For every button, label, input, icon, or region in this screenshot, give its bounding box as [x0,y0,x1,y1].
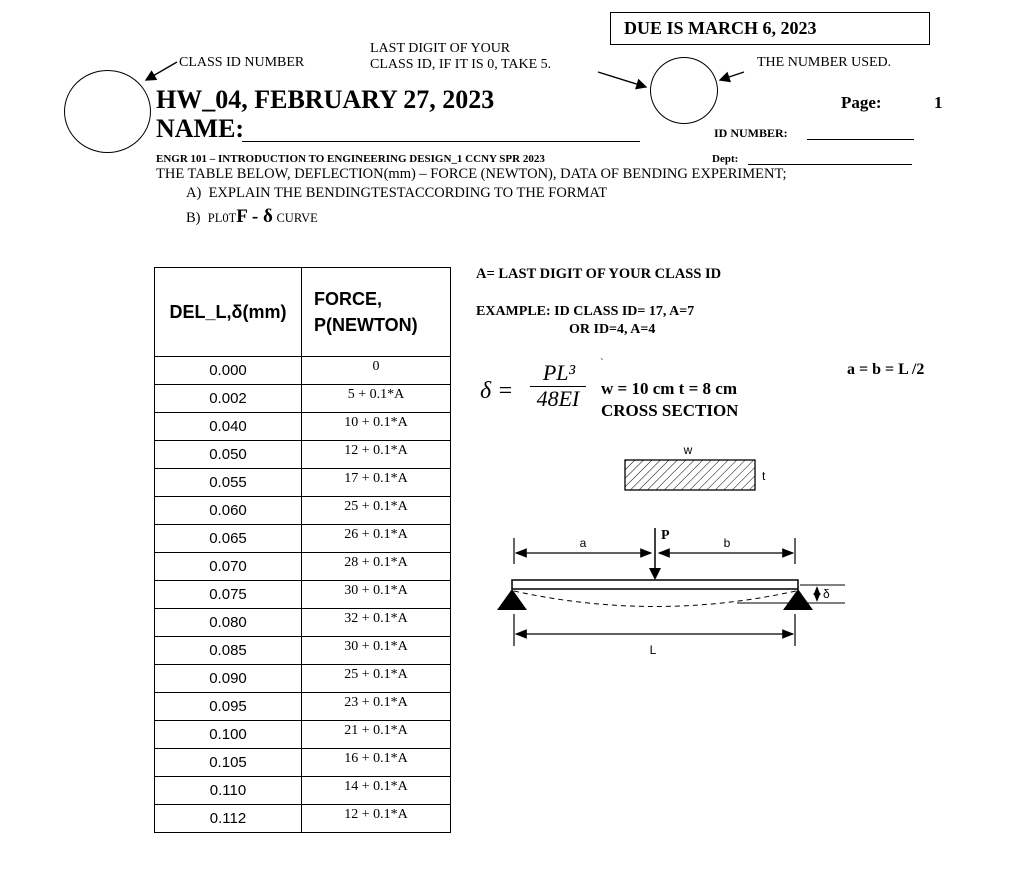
deflection-cell: 0.080 [155,609,302,637]
course-line: ENGR 101 – INTRODUCTION TO ENGINEERING DESIGN_1 CCNY SPR 2023 [156,153,545,165]
deflection-cell: 0.060 [155,497,302,525]
load-arrowhead [649,568,661,580]
number-used-label: THE NUMBER USED. [757,55,892,70]
last-digit-line2: CLASS ID, IF IT IS 0, TAKE 5. [370,57,552,72]
force-cell: 5 + 0.1*A [302,385,451,413]
page-label: Page: [841,93,882,112]
force-cell: 25 + 0.1*A [302,665,451,693]
force-cell: 30 + 0.1*A [302,637,451,665]
example-line2: OR ID=4, A=4 [569,322,656,337]
t-label: t [762,469,766,483]
deflection-cell: 0.112 [155,805,302,833]
force-cell: 21 + 0.1*A [302,721,451,749]
header-force-line2: P(NEWTON) [314,315,418,335]
deflection-cell: 0.055 [155,469,302,497]
force-cell: 16 + 0.1*A [302,749,451,777]
last-digit-line1: LAST DIGIT OF YOUR [370,41,511,56]
cross-section-label: CROSS SECTION [601,401,739,420]
b-label: b [723,536,731,550]
assignment-title: HW_04, FEBRUARY 27, 2023 [156,85,495,114]
deflection-cell: 0.040 [155,413,302,441]
deflection-cell: 0.110 [155,777,302,805]
a-label: a [579,536,587,550]
deflection-cell: 0.090 [155,665,302,693]
beam [512,580,798,589]
header-deflection: DEL_L,δ(mm) [155,268,302,357]
force-cell: 10 + 0.1*A [302,413,451,441]
right-support [783,589,813,610]
instructions-intro: THE TABLE BELOW, DEFLECTION(mm) – FORCE (NEWTON), DATA OF BENDING EXPERIMENT; [156,166,787,182]
instruction-a-marker: A) [186,185,202,201]
dept-label: Dept: [712,153,739,165]
force-cell: 12 + 0.1*A [302,805,451,833]
page-number: 1 [934,93,943,112]
cross-section-rect [625,460,755,490]
deflection-cell: 0.105 [155,749,302,777]
deflection-cell: 0.065 [155,525,302,553]
deflected-shape [514,591,796,607]
cross-section-dims: w = 10 cm t = 8 cm [601,379,737,398]
left-support [497,589,527,610]
deflection-cell: 0.000 [155,357,302,385]
deflection-cell: 0.050 [155,441,302,469]
force-cell: 26 + 0.1*A [302,525,451,553]
deflection-cell: 0.095 [155,693,302,721]
instruction-b-marker: B) [186,210,201,226]
deflection-cell: 0.070 [155,553,302,581]
force-cell: 17 + 0.1*A [302,469,451,497]
force-cell: 28 + 0.1*A [302,553,451,581]
force-cell: 14 + 0.1*A [302,777,451,805]
formula-denominator: 48EI [536,386,580,411]
deflection-cell: 0.002 [155,385,302,413]
delta-label: δ [823,587,830,601]
w-label: w [683,443,693,457]
deflection-cell: 0.075 [155,581,302,609]
name-label: NAME: [156,114,245,143]
formula-tick: ` [600,357,604,369]
example-line1: EXAMPLE: ID CLASS ID= 17, A=7 [476,304,695,319]
instruction-b-symbol: F - δ [236,206,273,227]
instruction-b-prefix: PL0T [207,211,237,225]
formula-numerator: PL³ [542,360,576,385]
due-date: DUE IS MARCH 6, 2023 [610,12,930,45]
formula-lhs: δ = [480,378,514,404]
class-id-label: CLASS ID NUMBER [179,55,305,70]
header-force-line1: FORCE, [314,289,383,309]
force-cell: 23 + 0.1*A [302,693,451,721]
force-cell: 12 + 0.1*A [302,441,451,469]
instruction-a-text: EXPLAIN THE BENDINGTESTACCORDING TO THE FORMAT [208,185,608,201]
ab-relation: a = b = L /2 [847,361,925,378]
deflection-cell: 0.085 [155,637,302,665]
instruction-b-suffix: CURVE [276,211,318,225]
deflection-cell: 0.100 [155,721,302,749]
id-number-label: ID NUMBER: [714,126,788,140]
a-definition: A= LAST DIGIT OF YOUR CLASS ID [476,266,722,282]
l-label: L [649,643,657,657]
p-label: P [661,528,670,543]
force-cell: 25 + 0.1*A [302,497,451,525]
force-cell: 30 + 0.1*A [302,581,451,609]
force-cell: 32 + 0.1*A [302,609,451,637]
force-cell: 0 [302,357,451,385]
